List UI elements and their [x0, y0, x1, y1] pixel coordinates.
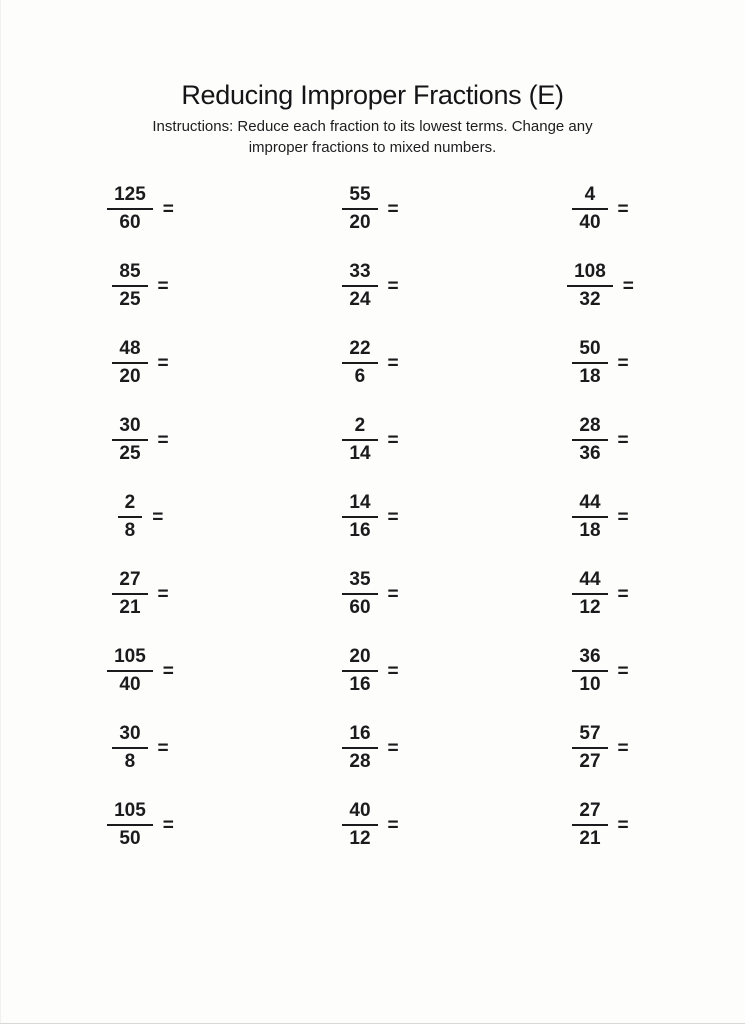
fraction-problem — [488, 709, 713, 786]
fraction-denominator: 60 — [349, 596, 371, 618]
fraction — [572, 415, 607, 464]
equals-sign: = — [617, 814, 629, 836]
equals-sign: = — [617, 583, 629, 605]
fraction-problem — [28, 786, 253, 863]
fraction — [572, 646, 607, 695]
fraction-denominator: 18 — [579, 365, 601, 387]
fraction-numerator: 40 — [342, 800, 377, 825]
fraction-denominator: 14 — [349, 442, 371, 464]
instructions-line-1: Instructions: Reduce each fraction to its lowest terms. Change any — [152, 118, 593, 135]
equals-sign: = — [617, 506, 629, 528]
fraction-numerator: 33 — [342, 261, 377, 286]
fraction-denominator: 32 — [579, 288, 601, 310]
equals-sign: = — [387, 583, 399, 605]
fraction-problem — [253, 555, 488, 632]
fraction-numerator: 125 — [107, 184, 153, 209]
fraction-numerator: 105 — [107, 800, 153, 825]
fraction-denominator: 18 — [579, 519, 601, 541]
fraction-denominator: 21 — [579, 827, 601, 849]
fraction — [572, 492, 607, 541]
equals-sign: = — [387, 198, 399, 220]
fraction-numerator: 28 — [572, 415, 607, 440]
fraction-problem — [253, 247, 488, 324]
equals-sign: = — [162, 814, 174, 836]
equals-sign: = — [622, 275, 634, 297]
fraction-denominator: 36 — [579, 442, 601, 464]
fraction-denominator: 6 — [354, 365, 366, 387]
fraction-numerator: 4 — [572, 184, 607, 209]
problems-grid — [0, 170, 745, 863]
fraction-denominator: 10 — [579, 673, 601, 695]
equals-sign: = — [387, 660, 399, 682]
equals-sign: = — [617, 198, 629, 220]
fraction — [112, 338, 147, 387]
equals-sign: = — [617, 429, 629, 451]
fraction — [342, 800, 377, 849]
fraction-problem — [488, 478, 713, 555]
fraction-numerator: 20 — [342, 646, 377, 671]
equals-sign: = — [617, 660, 629, 682]
fraction-denominator: 16 — [349, 673, 371, 695]
fraction — [342, 492, 377, 541]
fraction-problem — [28, 478, 253, 555]
equals-sign: = — [387, 275, 399, 297]
fraction-problem — [28, 555, 253, 632]
fraction-denominator: 25 — [119, 442, 141, 464]
fraction-numerator: 35 — [342, 569, 377, 594]
equals-sign: = — [157, 352, 169, 374]
fraction-numerator: 14 — [342, 492, 377, 517]
fraction-problem — [28, 170, 253, 247]
fraction-denominator: 8 — [124, 519, 136, 541]
fraction-numerator: 2 — [342, 415, 377, 440]
fraction-problem — [253, 401, 488, 478]
fraction-problem — [28, 324, 253, 401]
fraction — [107, 646, 153, 695]
fraction-problem — [253, 478, 488, 555]
fraction — [572, 569, 607, 618]
fraction-numerator: 50 — [572, 338, 607, 363]
fraction-problem — [253, 324, 488, 401]
equals-sign: = — [157, 275, 169, 297]
fraction-numerator: 85 — [112, 261, 147, 286]
equals-sign: = — [387, 814, 399, 836]
fraction-denominator: 50 — [119, 827, 141, 849]
fraction-denominator: 20 — [119, 365, 141, 387]
fraction-numerator: 27 — [572, 800, 607, 825]
fraction-denominator: 12 — [579, 596, 601, 618]
fraction-numerator: 44 — [572, 569, 607, 594]
fraction-problem — [488, 170, 713, 247]
fraction-denominator: 16 — [349, 519, 371, 541]
fraction — [107, 800, 153, 849]
fraction — [572, 723, 607, 772]
equals-sign: = — [152, 506, 164, 528]
fraction-numerator: 22 — [342, 338, 377, 363]
instructions-block — [0, 116, 745, 158]
fraction-numerator: 2 — [118, 492, 143, 517]
fraction-denominator: 40 — [579, 211, 601, 233]
equals-sign: = — [617, 737, 629, 759]
fraction — [118, 492, 143, 541]
fraction — [342, 569, 377, 618]
equals-sign: = — [157, 583, 169, 605]
fraction — [112, 569, 147, 618]
fraction-problem — [488, 555, 713, 632]
fraction-problem — [488, 786, 713, 863]
fraction — [572, 338, 607, 387]
fraction-problem — [253, 786, 488, 863]
fraction — [342, 184, 377, 233]
fraction — [572, 800, 607, 849]
fraction-denominator: 27 — [579, 750, 601, 772]
fraction-problem — [28, 709, 253, 786]
fraction — [112, 723, 147, 772]
fraction-numerator: 44 — [572, 492, 607, 517]
fraction-problem — [28, 401, 253, 478]
equals-sign: = — [157, 737, 169, 759]
equals-sign: = — [387, 737, 399, 759]
equals-sign: = — [387, 506, 399, 528]
equals-sign: = — [387, 429, 399, 451]
fraction-problem — [253, 170, 488, 247]
fraction-denominator: 28 — [349, 750, 371, 772]
equals-sign: = — [387, 352, 399, 374]
fraction-denominator: 21 — [119, 596, 141, 618]
equals-sign: = — [617, 352, 629, 374]
fraction-problem — [28, 632, 253, 709]
fraction-problem — [253, 632, 488, 709]
fraction-numerator: 57 — [572, 723, 607, 748]
fraction — [342, 723, 377, 772]
equals-sign: = — [162, 198, 174, 220]
fraction-problem — [488, 324, 713, 401]
equals-sign: = — [162, 660, 174, 682]
fraction — [342, 338, 377, 387]
fraction — [112, 261, 147, 310]
fraction-denominator: 25 — [119, 288, 141, 310]
fraction-numerator: 36 — [572, 646, 607, 671]
fraction — [567, 261, 613, 310]
fraction-numerator: 30 — [112, 723, 147, 748]
fraction-numerator: 27 — [112, 569, 147, 594]
fraction-denominator: 8 — [124, 750, 136, 772]
fraction — [107, 184, 153, 233]
fraction-problem — [488, 401, 713, 478]
equals-sign: = — [157, 429, 169, 451]
fraction-denominator: 40 — [119, 673, 141, 695]
fraction-numerator: 105 — [107, 646, 153, 671]
fraction-denominator: 20 — [349, 211, 371, 233]
fraction-numerator: 55 — [342, 184, 377, 209]
fraction-denominator: 12 — [349, 827, 371, 849]
fraction — [342, 261, 377, 310]
fraction-numerator: 48 — [112, 338, 147, 363]
instructions-line-2: improper fractions to mixed numbers. — [248, 139, 497, 156]
fraction-denominator: 24 — [349, 288, 371, 310]
fraction — [342, 646, 377, 695]
fraction-problem — [253, 709, 488, 786]
fraction-numerator: 30 — [112, 415, 147, 440]
fraction — [572, 184, 607, 233]
fraction-numerator: 108 — [567, 261, 613, 286]
worksheet-header — [0, 0, 745, 158]
page-title: Reducing Improper Fractions (E) — [181, 80, 564, 110]
fraction — [342, 415, 377, 464]
fraction-numerator: 16 — [342, 723, 377, 748]
fraction-problem — [488, 632, 713, 709]
fraction-denominator: 60 — [119, 211, 141, 233]
fraction — [112, 415, 147, 464]
fraction-problem — [488, 247, 713, 324]
fraction-problem — [28, 247, 253, 324]
